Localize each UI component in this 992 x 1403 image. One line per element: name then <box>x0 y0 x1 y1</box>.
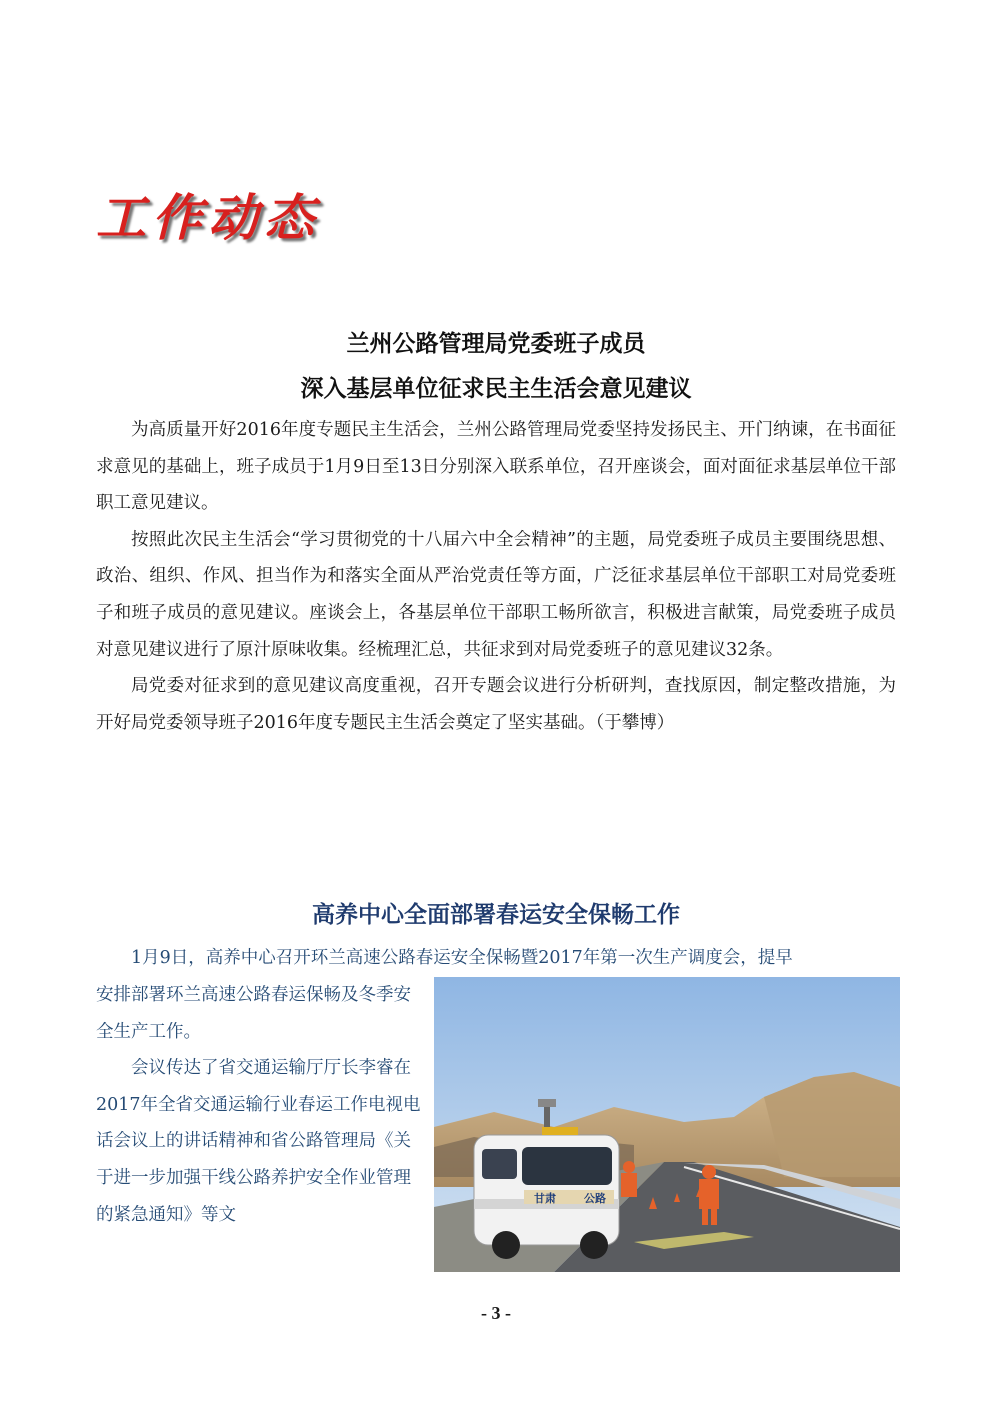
article2-paragraph: 安排部署环兰高速公路春运保畅及冬季安全生产工作。 <box>96 985 411 1042</box>
van-text-left: 甘肃 <box>534 1192 556 1205</box>
article1-paragraph: 按照此次民主生活会“学习贯彻党的十八届六中全会精神”的主题，局党委班子成员主要围绕思想、政治、组织、作风、担当作为和落实全面从严治党责任等方面，广泛征求基层单位干部职工对局党委班子和班子成员的意见建议。座谈会上，各基层单位干部职工畅所欲言，积极进言献策，局党委班子成员对意见建议进行了原汁原味收集。经梳理汇总，共征求到对局党委班子的意见建议32条。 <box>96 529 896 660</box>
article1-title-line2: 深入基层单位征求民主生活会意见建议 <box>300 376 692 402</box>
section-header: 工作动态 <box>96 189 320 247</box>
van-text-right: 公路 <box>584 1192 606 1205</box>
article1-body <box>96 412 896 741</box>
article2-paragraph: 会议传达了省交通运输厅厅长李睿在2017年全省交通运输行业春运工作电视电话会议上的讲话精神和省公路管理局《关于进一步加强干线公路养护安全作业管理的紧急通知》等文 <box>96 1058 421 1225</box>
article2-title: 高养中心全面部署春运安全保畅工作 <box>312 902 680 928</box>
article1-paragraph: 为高质量开好2016年度专题民主生活会，兰州公路管理局党委坚持发扬民主、开门纳谏，在书面征求意见的基础上，班子成员于1月9日至13日分别深入联系单位，召开座谈会，面对面征求基层单位干部职工意见建议。 <box>96 420 896 514</box>
road-maintenance-photo <box>434 977 900 1272</box>
article1-title-line1: 兰州公路管理局党委班子成员 <box>346 331 646 357</box>
page-number: - 3 - <box>481 1303 511 1323</box>
article2-body <box>96 977 426 1233</box>
article1-paragraph: 局党委对征求到的意见建议高度重视，召开专题会议进行分析研判，查找原因，制定整改措施，为开好局党委领导班子2016年度专题民主生活会奠定了坚实基础。（于攀博） <box>96 676 896 733</box>
article2-lead-line: 1月9日，高养中心召开环兰高速公路春运安全保畅暨2017年第一次生产调度会，提早 <box>131 948 793 968</box>
worker <box>621 1161 637 1197</box>
